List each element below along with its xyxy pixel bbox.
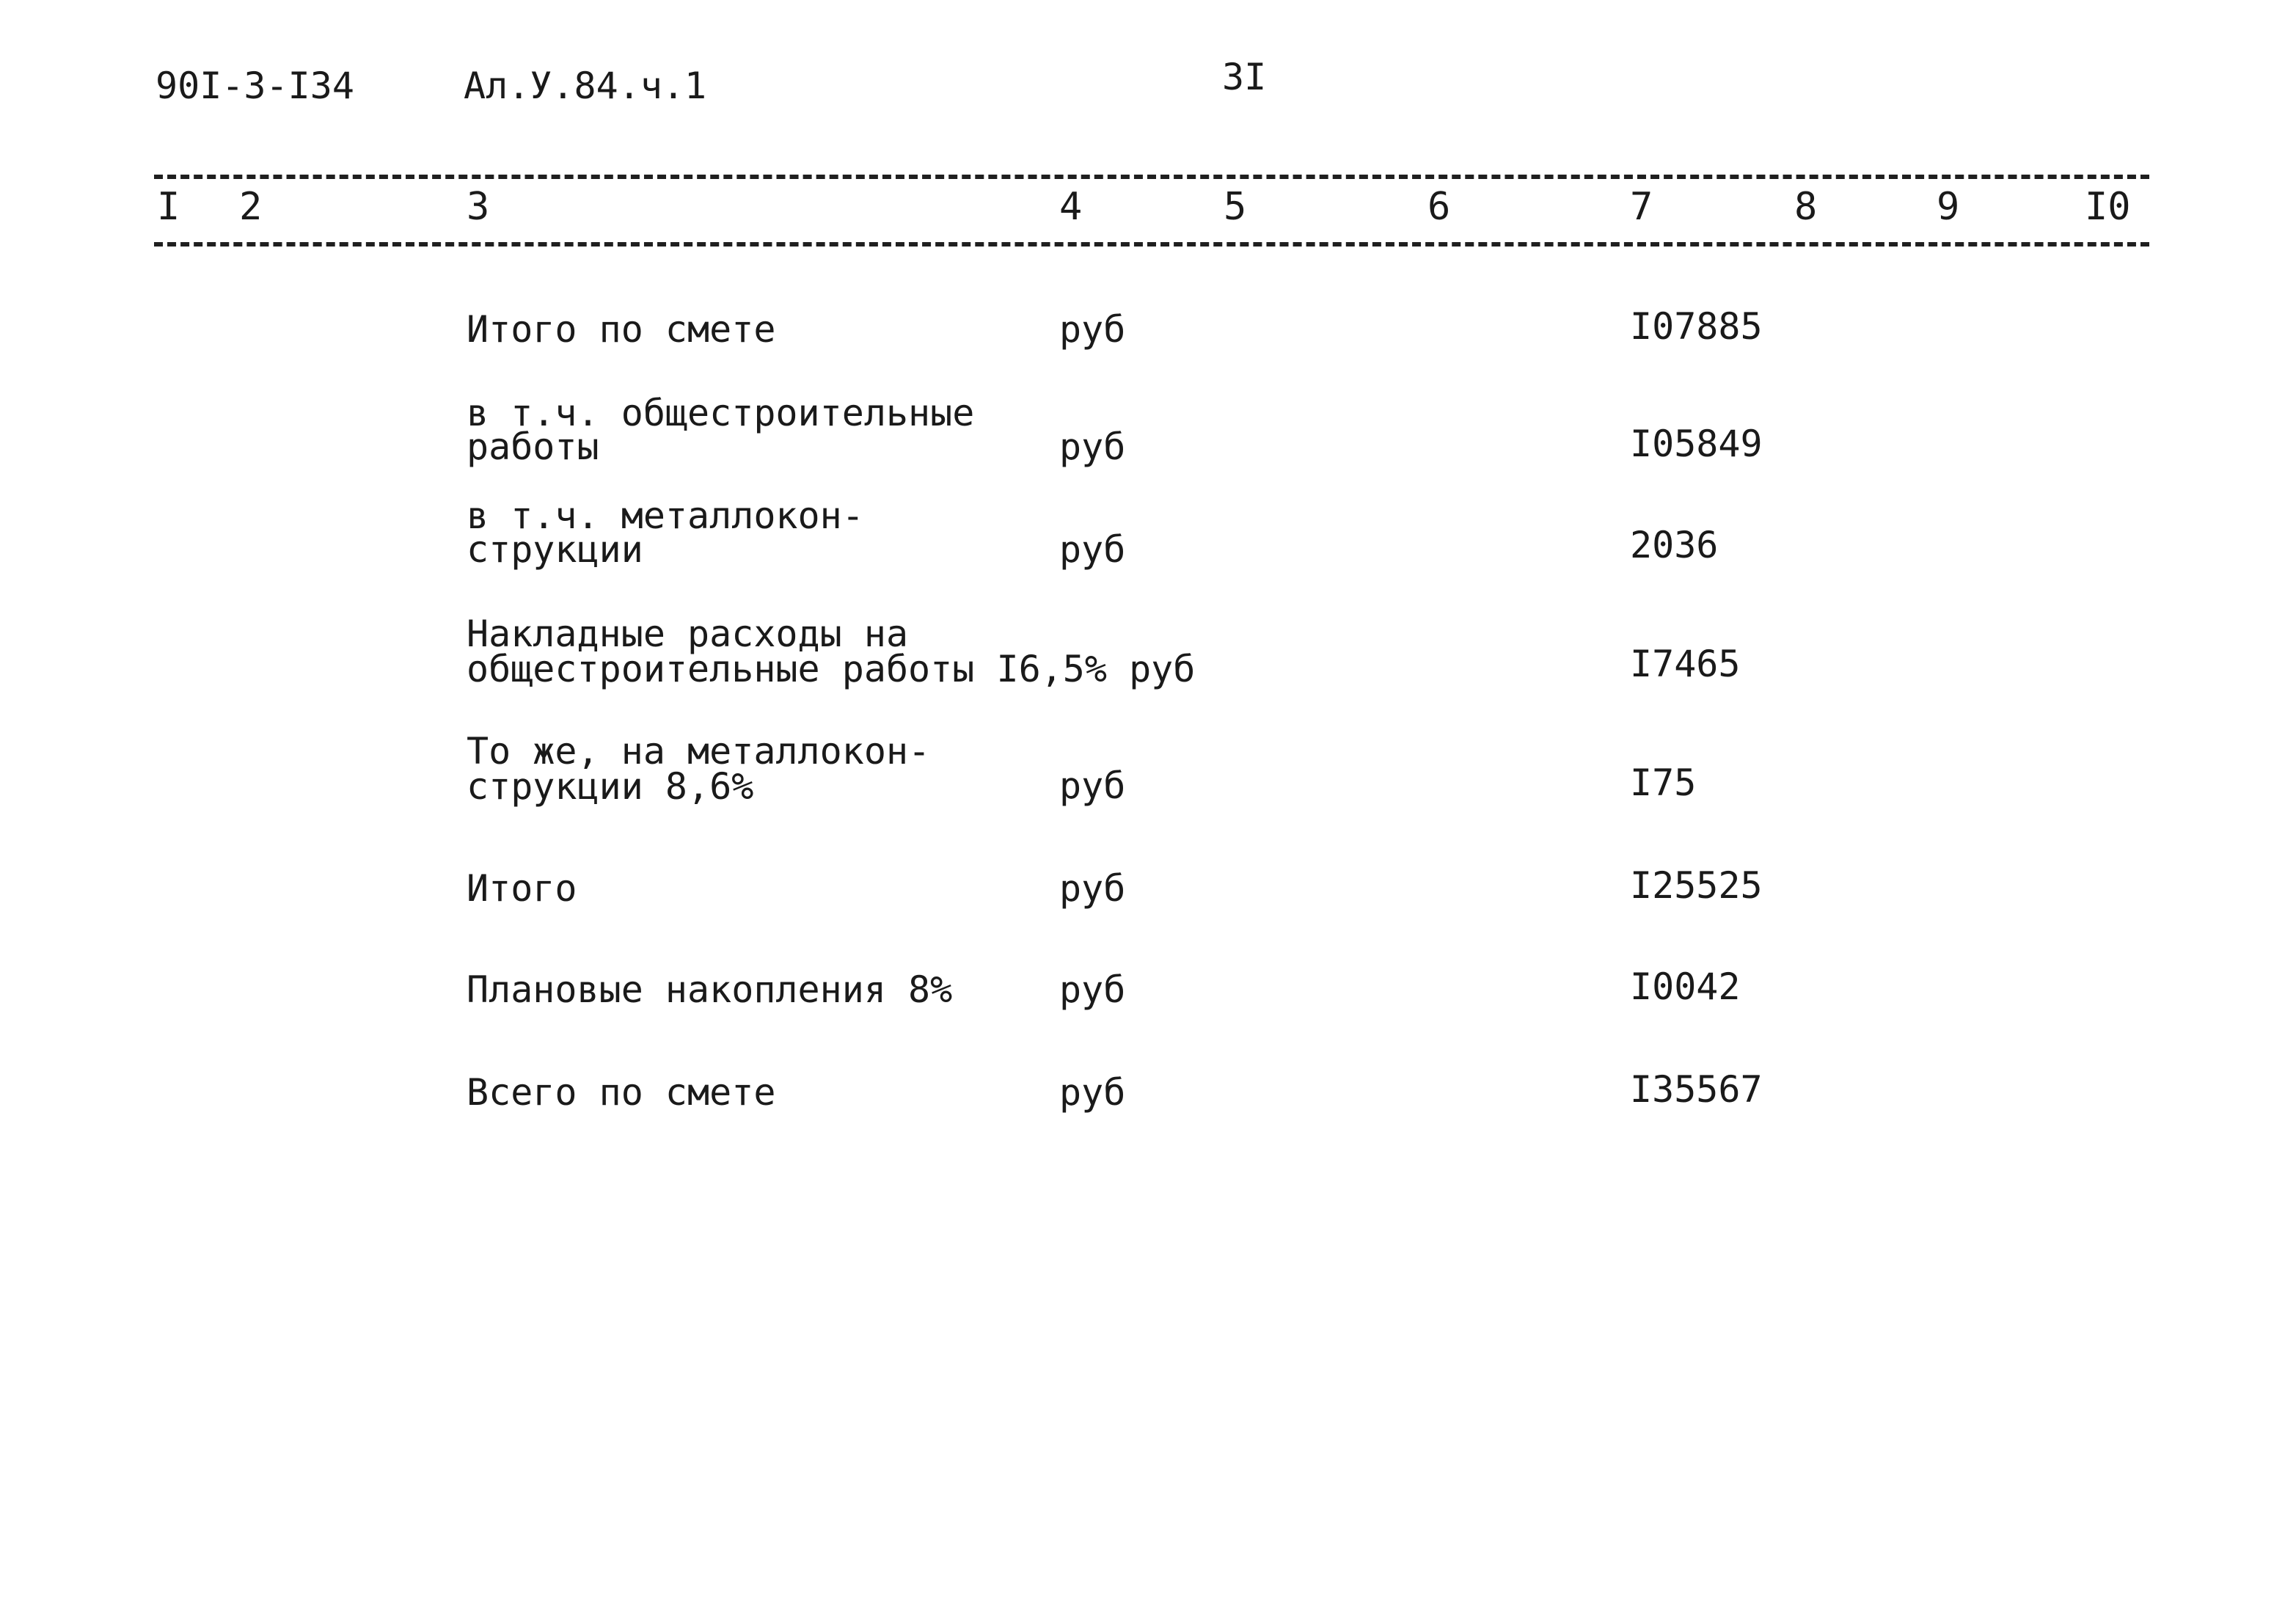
column-header: 9	[1937, 185, 1960, 229]
row-unit: руб	[1059, 426, 1126, 468]
row-unit: руб	[1059, 968, 1126, 1011]
row-value: 2036	[1630, 524, 1719, 566]
row-name: Всего по смете	[467, 1071, 776, 1114]
column-header: I	[157, 185, 180, 229]
column-header: 5	[1224, 185, 1247, 229]
column-header: 3	[467, 185, 490, 229]
row-value: I35567	[1630, 1068, 1763, 1111]
row-value: I7465	[1630, 643, 1741, 685]
row-name: Плановые накопления 8%	[467, 968, 953, 1011]
row-name: в т.ч. общестроительные работы	[467, 392, 975, 468]
column-header: 7	[1630, 185, 1653, 229]
album-reference: Ал.У.84.ч.1	[464, 65, 707, 107]
column-header: I0	[2085, 185, 2131, 229]
row-unit: руб	[1059, 764, 1126, 807]
row-name: Итого	[467, 867, 577, 910]
column-header: 4	[1059, 185, 1083, 229]
page-number: 3I	[1222, 56, 1267, 98]
column-header: 2	[239, 185, 263, 229]
row-unit: руб	[1059, 528, 1126, 571]
row-value: I0042	[1630, 965, 1741, 1008]
column-header: 6	[1427, 185, 1451, 229]
row-name: Итого по смете	[467, 308, 776, 351]
row-name: Накладные расходы на общестроительные работы I6,5% руб	[467, 613, 1196, 690]
column-header: 8	[1794, 185, 1818, 229]
table-top-rule	[154, 175, 2149, 179]
row-unit: руб	[1059, 1071, 1126, 1114]
row-value: I25525	[1630, 864, 1763, 907]
row-name: То же, на металлокон- струкции 8,6%	[467, 730, 931, 808]
row-name: в т.ч. металлокон- струкции	[467, 494, 864, 571]
row-unit: руб	[1059, 867, 1126, 910]
table-header-rule	[154, 242, 2149, 247]
row-value: I07885	[1630, 305, 1763, 348]
document-code: 90I-3-I34	[156, 65, 354, 107]
row-value: I75	[1630, 762, 1697, 804]
row-unit: руб	[1059, 308, 1126, 351]
row-value: I05849	[1630, 423, 1763, 465]
